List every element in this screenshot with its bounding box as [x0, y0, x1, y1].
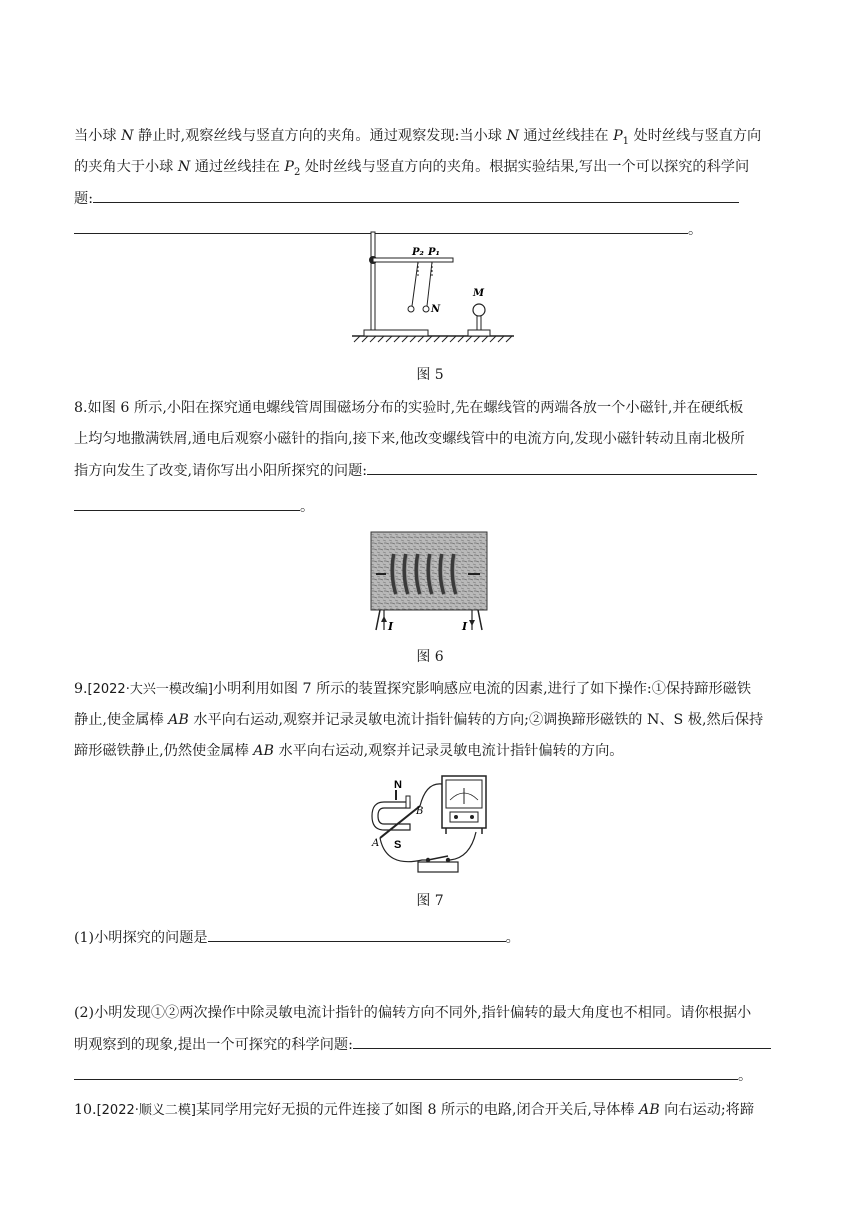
answer-blank[interactable]: [74, 496, 300, 511]
label-n: N: [431, 304, 441, 315]
figure-7-caption: 图 7: [416, 893, 444, 909]
q9-sub-2-line-1: (2)小明发现①②两次操作中除灵敏电流计指针的偏转方向不同外,指针偏转的最大角度也不相同。请你根据小: [74, 1005, 752, 1021]
q7-line-4: 。: [74, 219, 702, 239]
label-b: B: [416, 806, 424, 817]
q7-line-2: 的夹角大于小球 N 通过丝线挂在 $P_2$ 处时丝线与竖直方向的夹角。根据实验结果,写出一个可以探究的科学问: [74, 159, 750, 178]
answer-blank[interactable]: [208, 927, 506, 942]
q8-line-3: 指方向发生了改变,请你写出小阳所探究的问题:: [74, 460, 757, 480]
answer-blank[interactable]: [353, 1034, 771, 1049]
q7-line-1: 当小球 N 静止时,观察丝线与竖直方向的夹角。通过观察发现:当小球 N 通过丝线挂在 $P_1$ 处时丝线与竖直方向: [74, 128, 762, 147]
q9-line-2: 静止,使金属棒 AB 水平向右运动,观察并记录灵敏电流计指针偏转的方向;②调换蹄形磁铁的 N、S 极,然后保持: [74, 712, 764, 728]
q8-line-4: 。: [74, 496, 314, 516]
label-north: N: [394, 779, 402, 791]
q10-line-1: 10.[2022·顺义二模]某同学用完好无损的元件连接了如图 8 所示的电路,闭合开关后,导体棒 AB 向右运动;将蹄: [74, 1102, 755, 1118]
q9-line-1: 9.[2022·大兴一模改编]小明利用如图 7 所示的装置探究影响感应电流的因素,进行了如下操作:①保持蹄形磁铁: [74, 681, 752, 697]
answer-blank[interactable]: [74, 1065, 738, 1080]
label-current-left: I: [388, 620, 394, 633]
q9-sub-1: (1)小明探究的问题是 。: [74, 927, 520, 947]
figure-7-induction-apparatus: [366, 772, 492, 878]
answer-blank[interactable]: [367, 460, 757, 475]
q7-line-3: 题:: [74, 188, 739, 208]
figure-5-pendulum-apparatus: [348, 228, 518, 350]
q8-line-1: 8.如图 6 所示,小阳在探究通电螺线管周围磁场分布的实验时,先在螺线管的两端各放一个小磁针,并在硬纸板: [74, 400, 744, 416]
figure-6-solenoid-iron-filings: [368, 530, 490, 634]
q8-line-2: 上均匀地撒满铁屑,通电后观察小磁针的指向,接下来,他改变螺线管中的电流方向,发现小磁针转动且南北极所: [74, 431, 745, 447]
answer-blank[interactable]: [93, 188, 739, 203]
label-p1: P₁: [428, 247, 440, 258]
q9-sub-2-line-3: 。: [74, 1065, 752, 1085]
q9-sub-2-line-2: 明观察到的现象,提出一个可探究的科学问题:: [74, 1034, 771, 1054]
label-p2: P₂: [412, 247, 424, 258]
figure-6-caption: 图 6: [416, 649, 444, 665]
label-south: S: [394, 839, 402, 851]
label-current-right: I: [462, 620, 468, 633]
q9-line-3: 蹄形磁铁静止,仍然使金属棒 AB 水平向右运动,观察并记录灵敏电流计指针偏转的方向。: [74, 743, 624, 759]
label-m: M: [473, 288, 485, 299]
label-a: A: [372, 838, 380, 849]
figure-5-caption: 图 5: [416, 367, 444, 383]
